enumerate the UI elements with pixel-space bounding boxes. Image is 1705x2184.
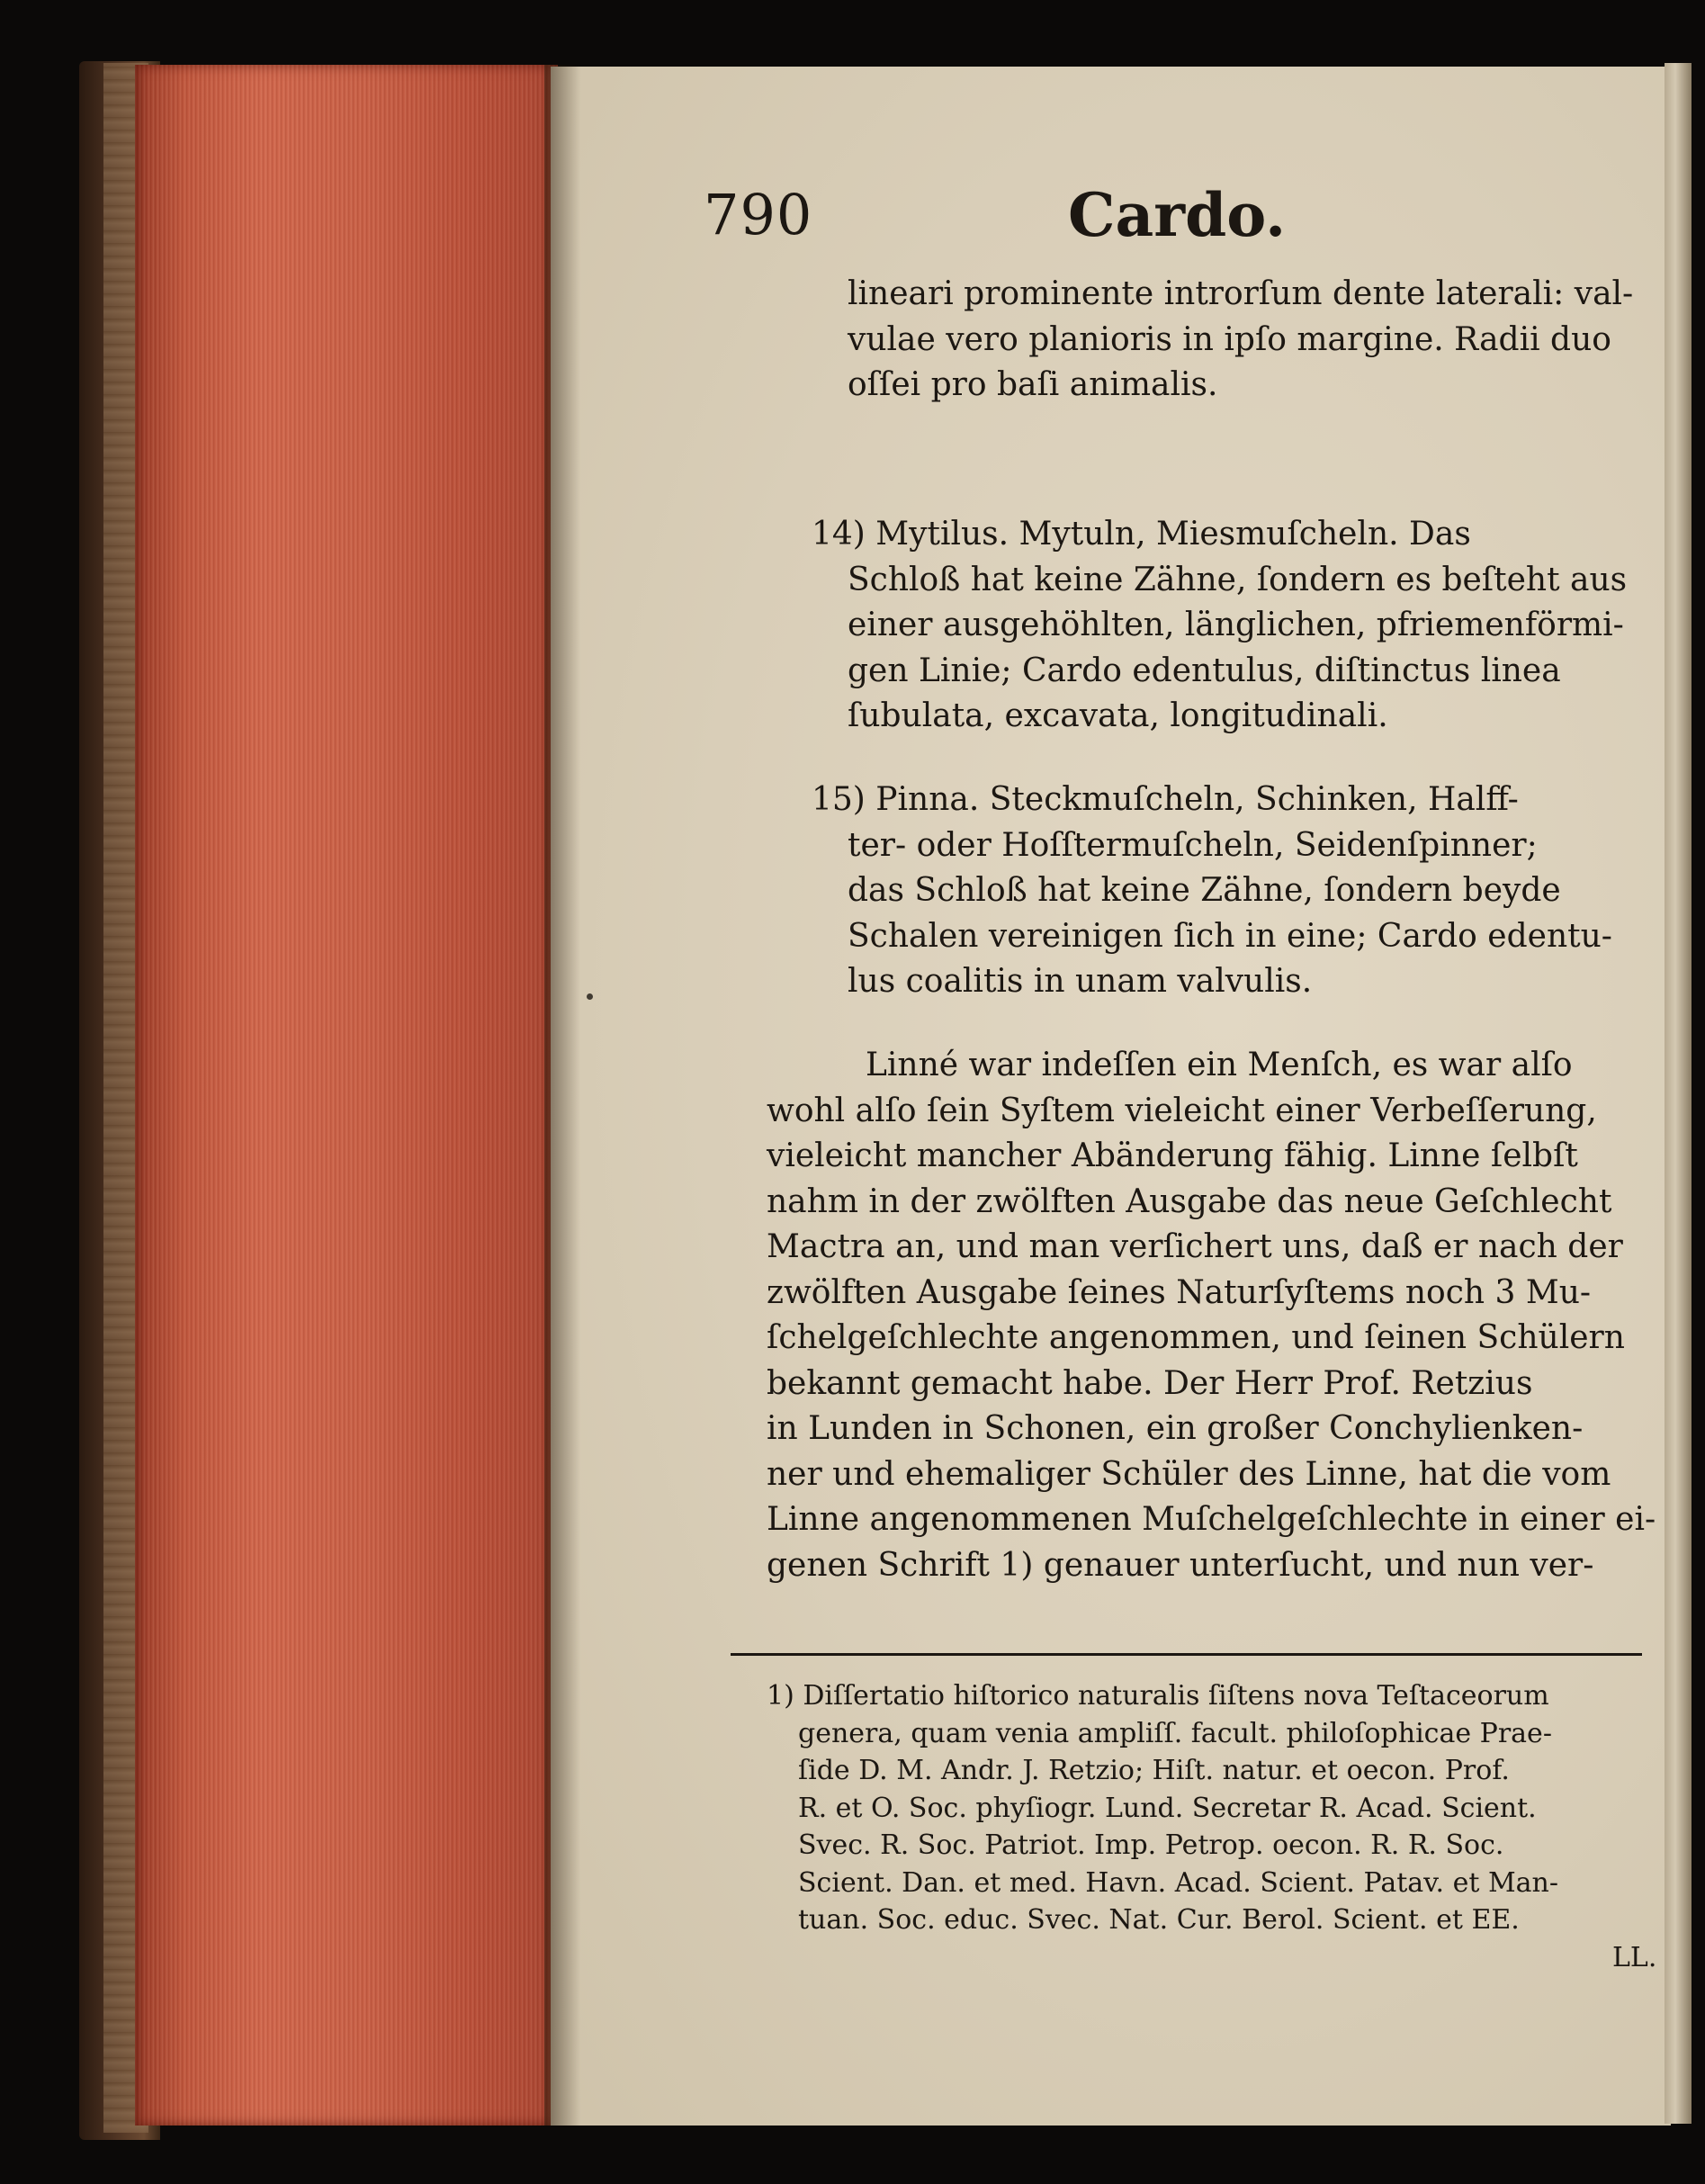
footnote-line: ſide D. M. Andr. J. Retzio; Hiſt. natur. et oecon. Prof. [798, 1755, 1510, 1786]
text-line: Linné war indeſſen ein Menſch, es war alſo [866, 1047, 1573, 1083]
text-line: einer ausgehöhlten, länglichen, pfriemenförmi- [848, 607, 1624, 643]
footnote-line: tuan. Soc. educ. Svec. Nat. Cur. Berol. Scient. et EE. [798, 1904, 1520, 1936]
text-line: lineari prominente introrſum dente laterali: val- [848, 275, 1634, 312]
red-page-edges [135, 65, 558, 2126]
text-line: oſſei pro baſi animalis. [848, 366, 1218, 403]
page-number: 790 [704, 182, 813, 247]
footnote-line: 1) Diſſertatio hiſtorico naturalis ſiſtens nova Teſtaceorum [767, 1680, 1549, 1712]
text-line: gen Linie; Cardo edentulus, diſtinctus linea [848, 652, 1561, 689]
text-line: vieleicht mancher Abänderung fähig. Linne ſelbſt [767, 1137, 1578, 1174]
footnote-line: Scient. Dan. et med. Havn. Acad. Scient. Patav. et Man- [798, 1866, 1559, 1899]
text-line: 14) Mytilus. Mytuln, Miesmuſcheln. Das [812, 516, 1471, 553]
facing-page-edge [1665, 63, 1692, 2124]
text-line: 15) Pinna. Steckmuſcheln, Schinken, Halff- [812, 781, 1519, 818]
text-line: das Schloß hat keine Zähne, ſondern beyde [848, 872, 1561, 909]
ink-speck [587, 993, 593, 1000]
text-line: bekannt gemacht habe. Der Herr Prof. Retzius [767, 1364, 1533, 1402]
paragraph-pinna [812, 777, 1612, 1005]
footnote [767, 1677, 1656, 1976]
text-line: Mactra an, und man verſichert uns, daß er nach der [767, 1228, 1623, 1265]
text-line: Schloß hat keine Zähne, ſondern es beſteht aus [848, 561, 1628, 598]
footnote-line: R. et O. Soc. phyſiogr. Lund. Secretar R. Acad. Scient. [798, 1792, 1537, 1824]
gutter-shadow [544, 65, 580, 2126]
text-line: lus coalitis in unam valvulis. [848, 963, 1313, 1000]
page-header [704, 161, 1603, 269]
text-line: nahm in der zwölften Ausgabe das neue Geſchlecht [767, 1182, 1612, 1220]
text-line: ter- oder Hoſſtermuſcheln, Seidenſpinner; [848, 826, 1538, 864]
book-page [551, 67, 1671, 2126]
footnote-line: Svec. R. Soc. Patriot. Imp. Petrop. oecon. R. R. Soc. [798, 1829, 1504, 1861]
paragraph-latin-description [848, 272, 1633, 409]
text-line: ſubulata, excavata, longitudinali. [848, 697, 1388, 734]
footnote-line: genera, quam venia ampliſſ. facult. philoſophicae Prae- [798, 1717, 1552, 1749]
text-line: zwölften Ausgabe ſeines Naturſyſtems noch 3 Mu- [767, 1273, 1592, 1311]
text-line: Schalen vereinigen ſich in eine; Cardo edentu- [848, 917, 1612, 955]
text-line: vulae vero planioris in ipſo margine. Radii duo [848, 320, 1611, 358]
text-line: ſchelgeſchlechte angenommen, und ſeinen Schülern [767, 1319, 1625, 1356]
page-content [551, 67, 1671, 2126]
text-line: Linne angenommenen Muſchelgeſchlechte in einer ei- [767, 1501, 1656, 1538]
text-line: in Lunden in Schonen, ein großer Conchylienken- [767, 1410, 1584, 1447]
paragraph-linne [767, 1043, 1656, 1588]
text-line: ner und ehemaliger Schüler des Linne, hat die vom [767, 1455, 1611, 1493]
footnote-line: LL. [1612, 1941, 1657, 1973]
footnote-rule [731, 1653, 1642, 1656]
text-line: genen Schrift 1) genauer unterſucht, und nun ver- [767, 1546, 1594, 1584]
text-line: wohl alſo ſein Syſtem vieleicht einer Verbeſſerung, [767, 1092, 1597, 1129]
running-head: Cardo. [1068, 180, 1287, 250]
paragraph-mytilus [812, 512, 1627, 740]
